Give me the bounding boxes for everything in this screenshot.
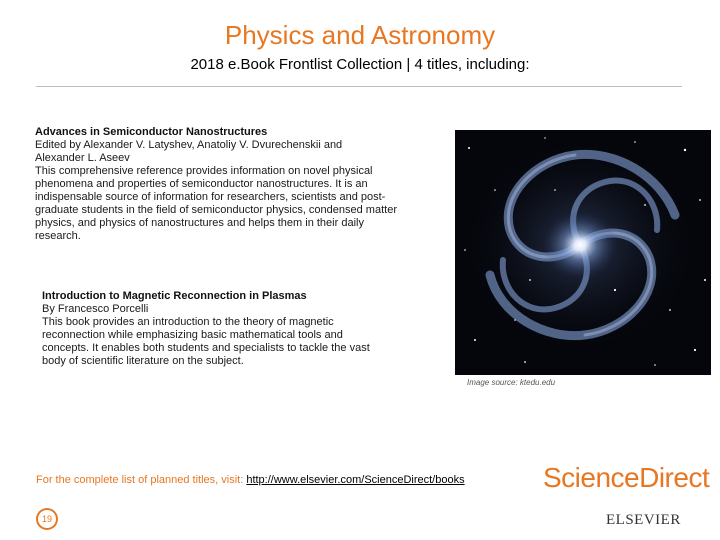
book-text-line: concepts. It enables both students and specialists to tackle the vast xyxy=(42,342,370,354)
header-divider xyxy=(36,86,682,87)
book-text-line: This comprehensive reference provides information on novel physical xyxy=(35,165,373,177)
book-text-line: graduate students in the field of semiconductor physics, condensed matter xyxy=(35,204,397,216)
spiral-galaxy-icon xyxy=(455,130,711,375)
book-entry-magnetic-reconnection xyxy=(42,290,422,368)
page-number: 19 xyxy=(38,510,56,528)
book-text-line: physics, and physics of nanostructures and helps them in their daily xyxy=(35,217,364,229)
book-text-line: This book provides an introduction to the theory of magnetic xyxy=(42,316,334,328)
book-title: Introduction to Magnetic Reconnection in Plasmas xyxy=(42,290,307,302)
books-link[interactable]: http://www.elsevier.com/ScienceDirect/books xyxy=(246,474,465,486)
book-text-line: body of scientific literature on the subject. xyxy=(42,355,244,367)
book-text-line: reconnection while emphasizing basic mathematical tools and xyxy=(42,329,343,341)
footer-note xyxy=(36,474,465,486)
galaxy-image xyxy=(455,130,711,375)
elsevier-logo: ELSEVIER xyxy=(606,512,681,528)
sciencedirect-logo: ScienceDirect xyxy=(543,462,710,493)
page-title: Physics and Astronomy xyxy=(224,20,496,50)
book-text-line: phenomena and properties of semiconductor nanostructures. It is an xyxy=(35,178,368,190)
footer-note-text: For the complete list of planned titles, visit: xyxy=(36,474,247,486)
book-text-line: research. xyxy=(35,230,81,242)
page-number-badge xyxy=(36,508,58,530)
book-entry-semiconductor xyxy=(35,126,435,243)
book-text-line: indispensable source of information for researchers, scientists and post- xyxy=(35,191,386,203)
page-subtitle: 2018 e.Book Frontlist Collection | 4 titles, including: xyxy=(190,56,530,73)
book-text-line: Alexander L. Aseev xyxy=(35,152,130,164)
book-title: Advances in Semiconductor Nanostructures xyxy=(35,126,268,138)
book-text-line: Edited by Alexander V. Latyshev, Anatoliy V. Dvurechenskii and xyxy=(35,139,343,151)
image-credit: Image source: ktedu.edu xyxy=(467,378,556,387)
book-text-line: By Francesco Porcelli xyxy=(42,303,149,315)
